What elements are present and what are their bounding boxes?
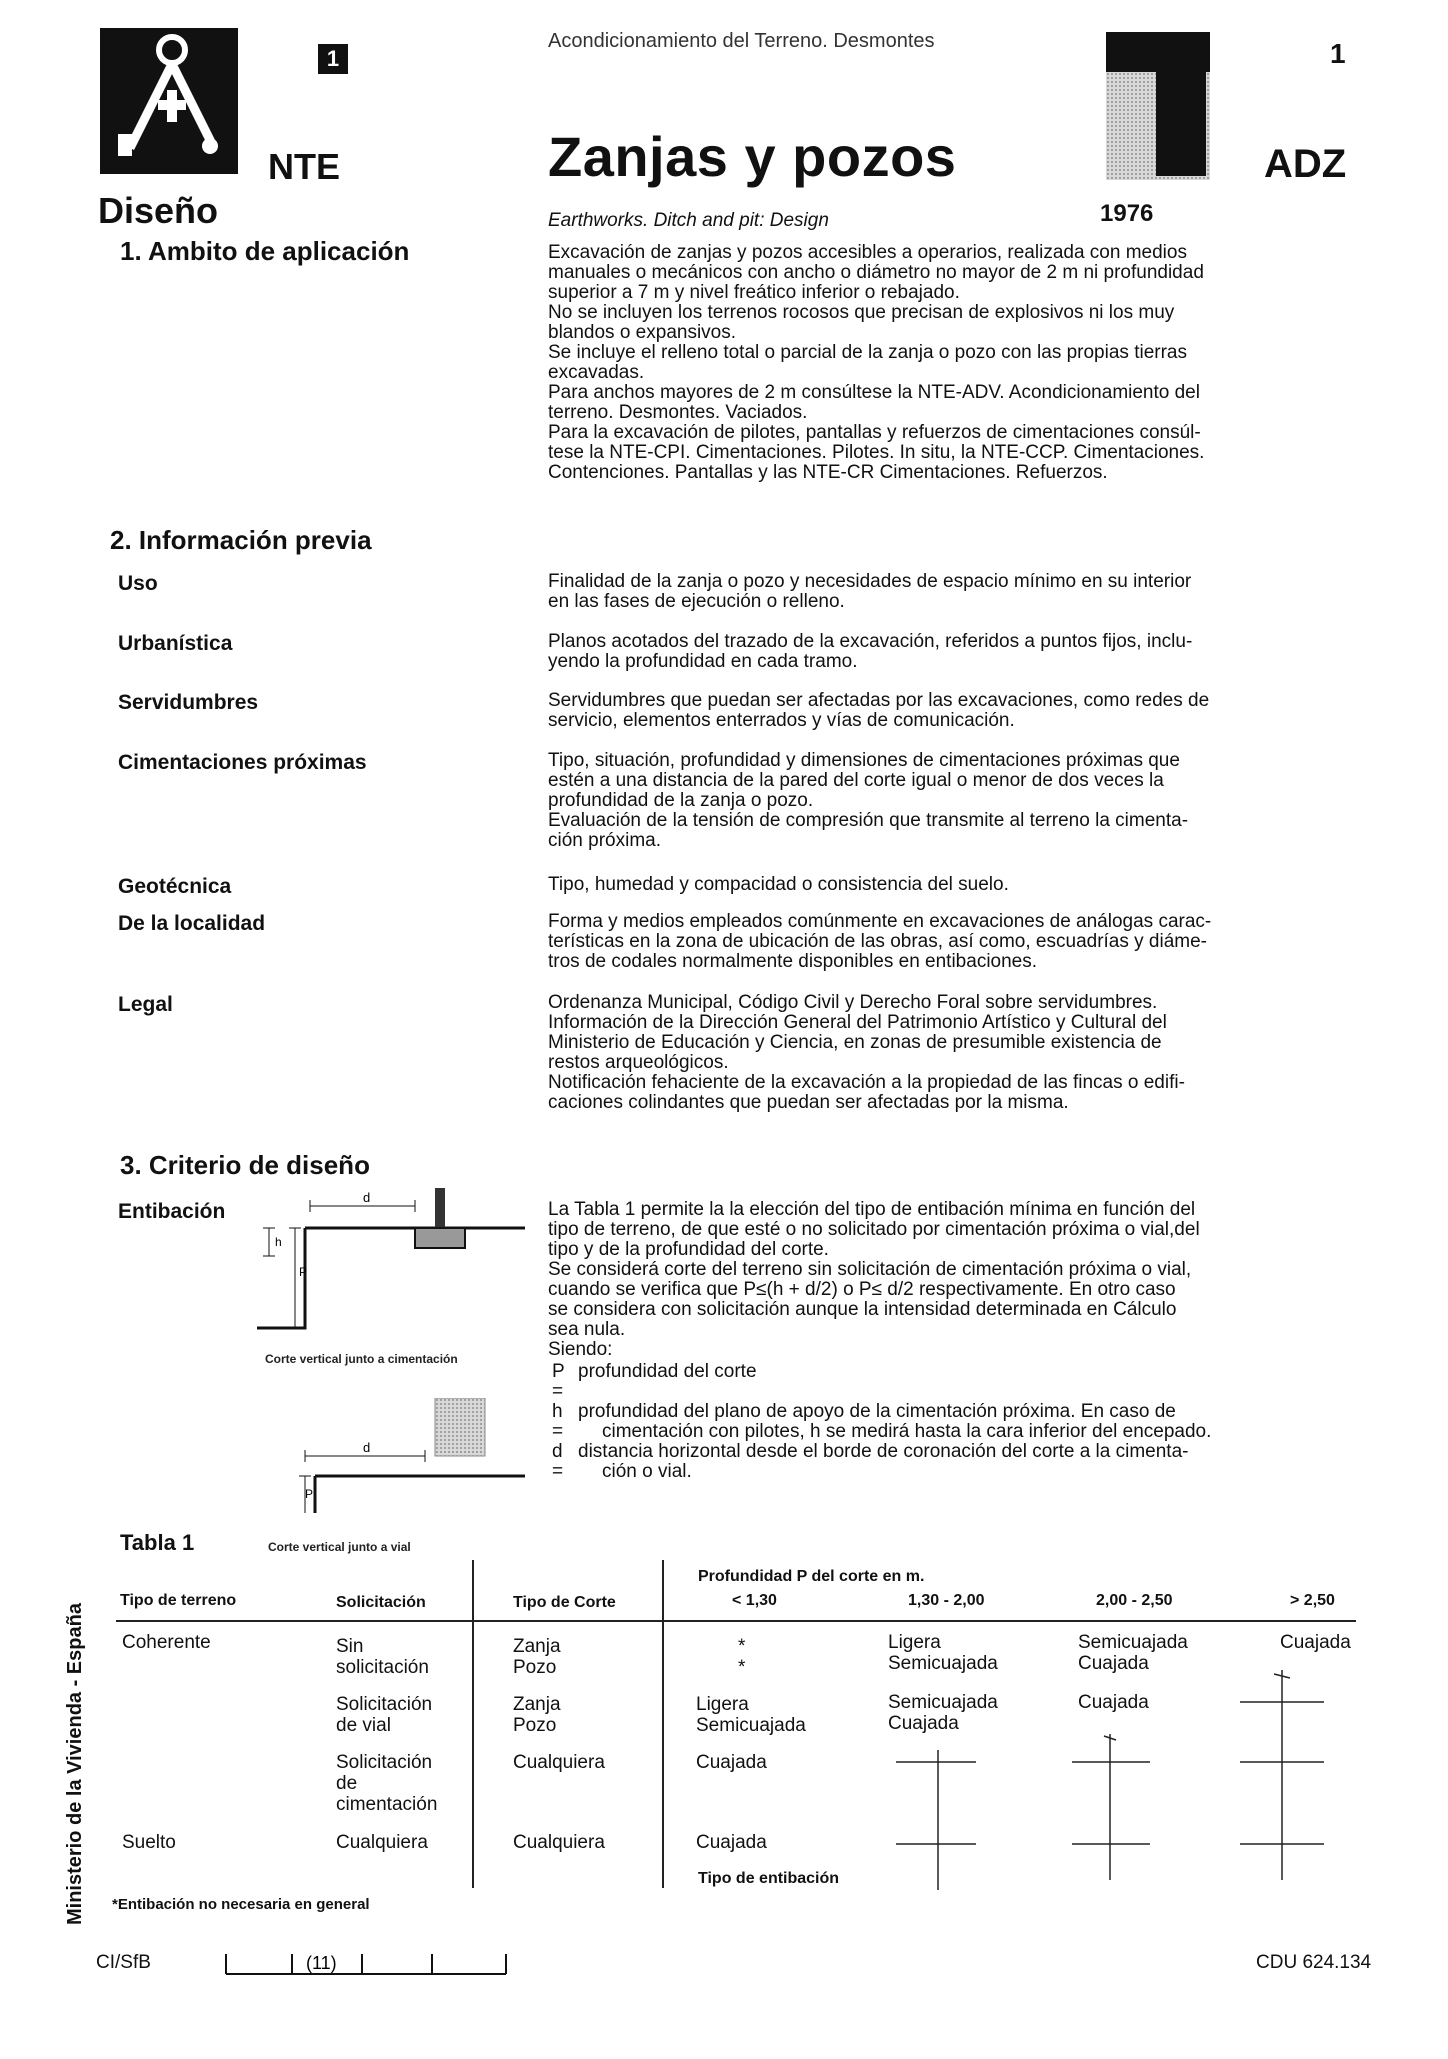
- table-header-rule: [116, 1620, 1356, 1622]
- section-2-heading: 2. Información previa: [110, 525, 372, 555]
- table-title: Tabla 1: [120, 1530, 195, 1555]
- section-3-heading: 3. Criterio de diseño: [120, 1150, 370, 1180]
- label-uso: Uso: [118, 572, 158, 595]
- section-3-text: La Tabla 1 permite la la elección del tipo de entibación mínima en función del tipo de terreno, de que esté o no solicitado por cimentación próxima o vial,del tipo y de la profundidad del corte. Se considerá corte del terreno sin solicitación de cimentación próxima o vial, cuando se verifica que P≤(h + d/2) o P≤ d/2 respectivamente. En otro caso se considera con solicitación aunque la intensidad determinada en Cálculo sea nula. Siendo:: [548, 1199, 1200, 1360]
- publisher-vertical: Ministerio de la Vivienda - España: [64, 1603, 86, 1925]
- cisfb-code: (11): [306, 1953, 337, 1973]
- label-urbanistica: Urbanística: [118, 632, 233, 655]
- text-uso: Finalidad de la zanja o pozo y necesidades de espacio mínimo en su interior en las fases de ejecución o relleno.: [548, 571, 1192, 612]
- diagram-1-d: d: [363, 1190, 371, 1205]
- cell-r4-c1: Cuajada: [696, 1832, 767, 1853]
- code-label: ADZ: [1264, 142, 1347, 186]
- cell-r3-sol: Solicitación de cimentación: [336, 1752, 438, 1815]
- label-cimentaciones: Cimentaciones próximas: [118, 751, 367, 774]
- nte-logo-icon: [100, 28, 238, 174]
- section-1-heading: 1. Ambito de aplicación: [120, 236, 410, 266]
- header-solicitacion: Solicitación: [336, 1594, 426, 1611]
- section-badge: 1: [318, 44, 348, 74]
- cell-r1-sol: Sin solicitación: [336, 1636, 429, 1678]
- text-cimentaciones: Tipo, situación, profundidad y dimensiones de cimentaciones próximas que estén a una distancia de la pared del corte igual o menor de dos veces la profundidad de la zanja o pozo. Evaluación de la tensión de compresión que transmite al terreno la cimenta- ción próxima.: [548, 750, 1189, 851]
- series-title: Acondicionamiento del Terreno. Desmontes: [548, 30, 935, 52]
- cell-r1-c1: * *: [738, 1636, 746, 1678]
- nte-label: NTE: [268, 146, 340, 187]
- label-legal: Legal: [118, 993, 173, 1016]
- diagram-2-d: d: [363, 1440, 371, 1455]
- footnote: *Entibación no necesaria en general: [112, 1896, 370, 1913]
- diagram-vial: [275, 1398, 535, 1518]
- cell-terreno-coherente: Coherente: [122, 1632, 211, 1653]
- entibacion-continuation-lines: [860, 1650, 1360, 1900]
- header-corte: Tipo de Corte: [513, 1594, 616, 1611]
- header-profundidad: Profundidad P del corte en m.: [698, 1568, 925, 1585]
- page-number: 1: [1330, 38, 1346, 69]
- cell-r3-c1: Cuajada: [696, 1752, 767, 1773]
- cell-r2-sol: Solicitación de vial: [336, 1694, 433, 1736]
- year-label: 1976: [1100, 200, 1154, 227]
- definitions: P = profundidad del corte h = profundidad del plano de apoyo de la cimentación próxima. En caso de cimentación con pilotes, h se medirá hasta la cara inferior del encepado. d = distancia horizontal desde el borde de coronación del corte a la cimenta- ción o vial.: [552, 1361, 1212, 1482]
- text-geotecnica: Tipo, humedad y compacidad o consistencia del suelo.: [548, 874, 1009, 895]
- label-entibacion: Entibación: [118, 1200, 226, 1223]
- cell-terreno-suelto: Suelto: [122, 1832, 176, 1853]
- cell-r1-c3: Semicuajada Cuajada: [1078, 1632, 1188, 1674]
- cell-r4-sol: Cualquiera: [336, 1832, 428, 1853]
- table-footer-label: Tipo de entibación: [698, 1870, 840, 1887]
- header-d2: 1,30 - 2,00: [908, 1592, 985, 1609]
- cisfb-boxes: [220, 1950, 510, 1976]
- cell-r1-c4: Cuajada: [1280, 1632, 1351, 1653]
- label-servidumbres: Servidumbres: [118, 691, 259, 714]
- cdu-code: CDU 624.134: [1256, 1952, 1372, 1973]
- diagram-1-h: h: [275, 1235, 282, 1249]
- adz-logo-icon: [1106, 32, 1210, 180]
- table-vrule-1: [472, 1560, 474, 1888]
- text-urbanistica: Planos acotados del trazado de la excavación, referidos a puntos fijos, inclu- yendo la profundidad en cada tramo.: [548, 631, 1193, 672]
- table-vrule-2: [662, 1560, 664, 1888]
- cell-r1-c2: Ligera Semicuajada: [888, 1632, 998, 1674]
- text-legal: Ordenanza Municipal, Código Civil y Derecho Foral sobre servidumbres. Información de la Dirección General del Patrimonio Artístico y Cultural del Ministerio de Educación y Ciencia, en zonas de presumible existencia de restos arqueológicos. Notificación fehaciente de la excavación a la propiedad de las fincas o edifi- caciones colindantes que puedan ser afectadas por la misma.: [548, 992, 1185, 1113]
- cisfb-label: CI/SfB: [96, 1952, 151, 1973]
- text-localidad: Forma y medios empleados comúnmente en excavaciones de análogas carac- terísticas en la zona de ubicación de las obras, así como, escuadrías y diáme- tros de codales normalmente disponibles en entibaciones.: [548, 911, 1212, 972]
- label-geotecnica: Geotécnica: [118, 875, 232, 898]
- subtitle-english: Earthworks. Ditch and pit: Design: [548, 210, 829, 231]
- section-1-text: Excavación de zanjas y pozos accesibles a operarios, realizada con medios manuales o mecánicos con ancho o diámetro no mayor de 2 m ni profundidad superior a 7 m y nivel freático inferior o rebajado. No se incluyen los terrenos rocosos que precisan de explosivos ni los muy blandos o expansivos. Se incluye el relleno total o parcial de la zanja o pozo con las propias tierras excavadas. Para anchos mayores de 2 m consúltese la NTE-ADV. Acondicionamiento del terreno. Desmontes. Vaciados. Para la excavación de pilotes, pantallas y refuerzos de cimentaciones consúl- tese la NTE-CPI. Cimentaciones. Pilotes. In situ, la NTE-CCP. Cimentaciones. Contenciones. Pantallas y las NTE-CR Cimentaciones. Refuerzos.: [548, 242, 1205, 483]
- diagram-1-p: P: [299, 1265, 308, 1279]
- cell-r2-corte: Zanja Pozo: [513, 1694, 561, 1736]
- cell-r2-c2: Semicuajada Cuajada: [888, 1692, 998, 1734]
- text-servidumbres: Servidumbres que puedan ser afectadas por las excavaciones, como redes de servicio, elementos enterrados y vías de comunicación.: [548, 690, 1210, 731]
- diagram-cimentacion: [255, 1188, 535, 1338]
- header-d4: > 2,50: [1290, 1592, 1335, 1609]
- diagram-2-caption: Corte vertical junto a vial: [268, 1540, 411, 1554]
- cell-r3-corte: Cualquiera: [513, 1752, 605, 1773]
- section-title: Diseño: [98, 190, 219, 231]
- diagram-1-caption: Corte vertical junto a cimentación: [265, 1352, 458, 1366]
- cell-r2-c1: Ligera Semicuajada: [696, 1694, 806, 1736]
- page-title: Zanjas y pozos: [548, 125, 957, 188]
- header-terreno: Tipo de terreno: [120, 1592, 237, 1609]
- header-d1: < 1,30: [732, 1592, 777, 1609]
- header-d3: 2,00 - 2,50: [1096, 1592, 1173, 1609]
- cell-r1-corte: Zanja Pozo: [513, 1636, 561, 1678]
- diagram-2-p: P: [305, 1487, 314, 1501]
- label-localidad: De la localidad: [118, 912, 266, 935]
- cell-r2-c3: Cuajada: [1078, 1692, 1149, 1713]
- cell-r4-corte: Cualquiera: [513, 1832, 605, 1853]
